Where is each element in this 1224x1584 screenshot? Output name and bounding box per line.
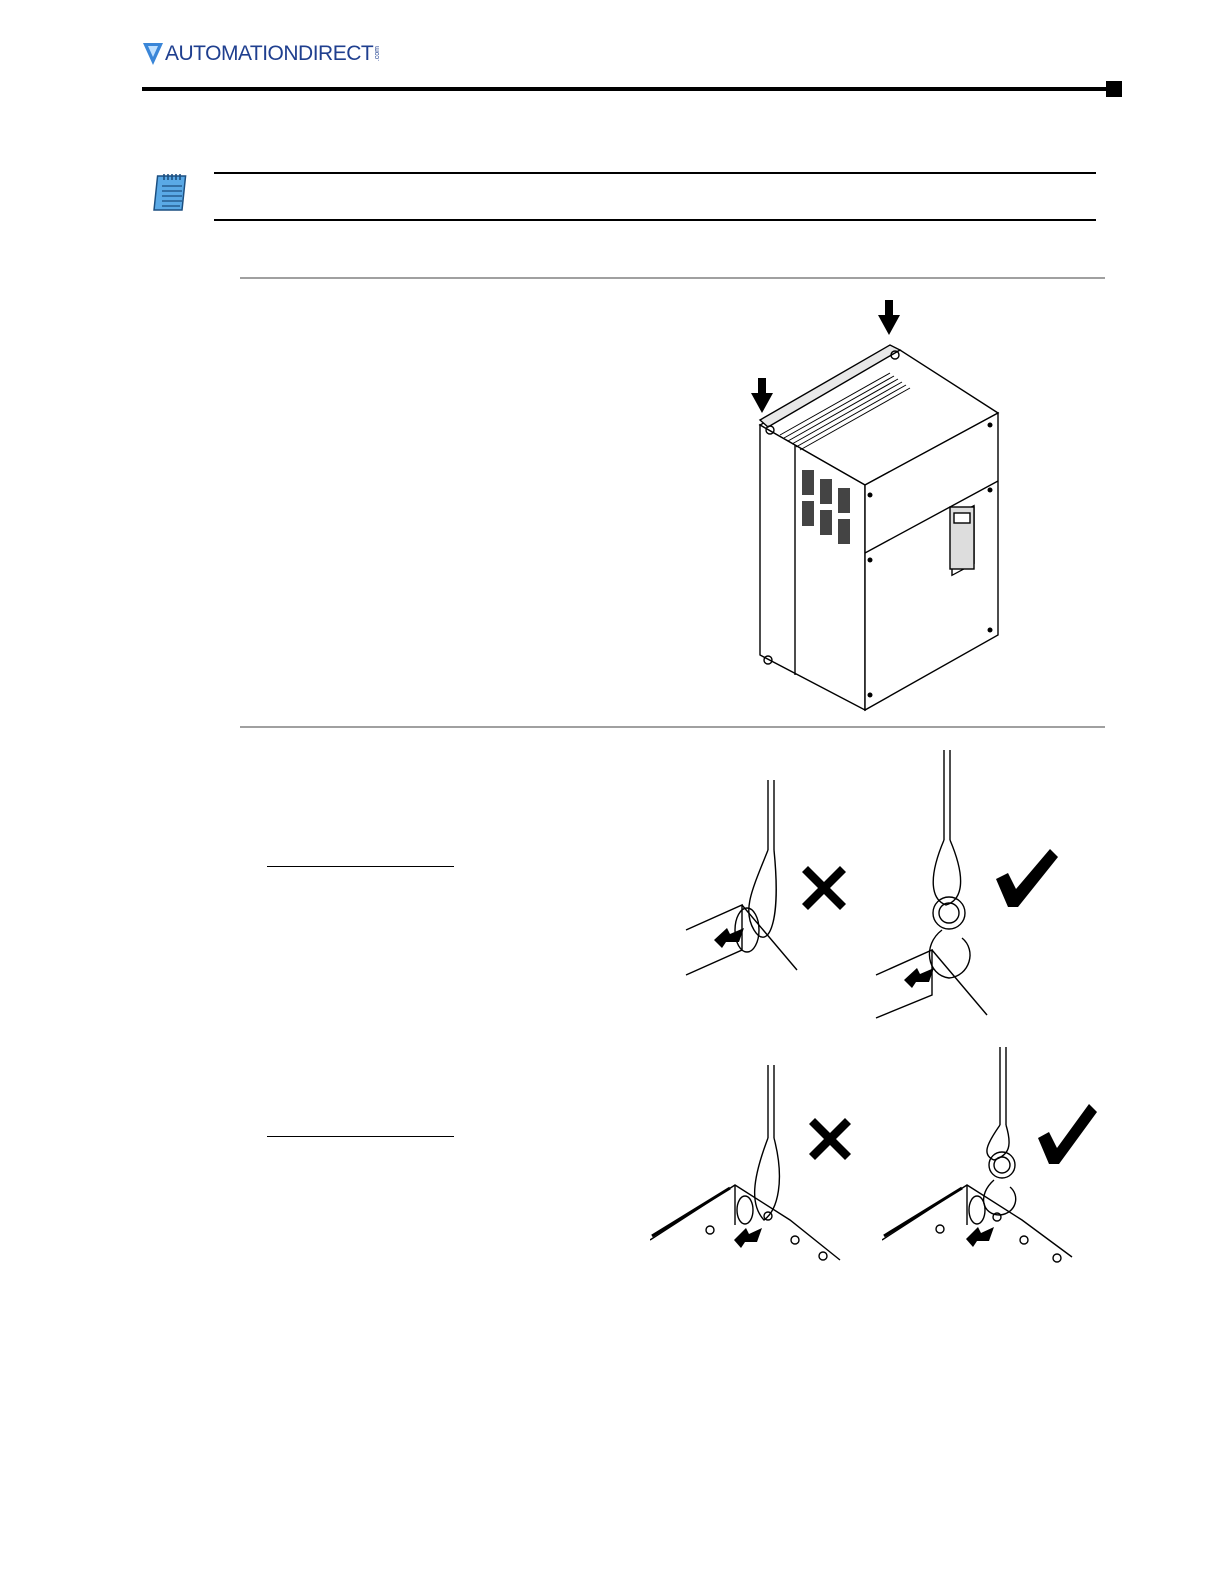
note-top-rule [214,172,1096,174]
underline-large-frame [267,866,454,867]
section-divider [240,277,1105,279]
hook-large-right-illustration [872,750,1002,1020]
header-rule [142,87,1109,91]
header-square [1106,81,1122,97]
note-bottom-rule [214,219,1096,221]
underline-small-frame [267,1136,454,1137]
check-mark-icon [992,845,1062,911]
notepad-icon [152,172,194,214]
logo-chevron-icon [143,43,163,65]
automationdirect-logo [143,40,381,68]
x-mark-icon [805,1115,855,1163]
drive-lifting-points-illustration [740,295,1020,715]
logo-text: AUTOMATIONDIRECT [165,42,374,65]
section-divider [240,726,1105,728]
check-mark-icon [1035,1100,1100,1168]
x-mark-icon [798,862,850,914]
logo-suffix: .com [374,46,382,62]
